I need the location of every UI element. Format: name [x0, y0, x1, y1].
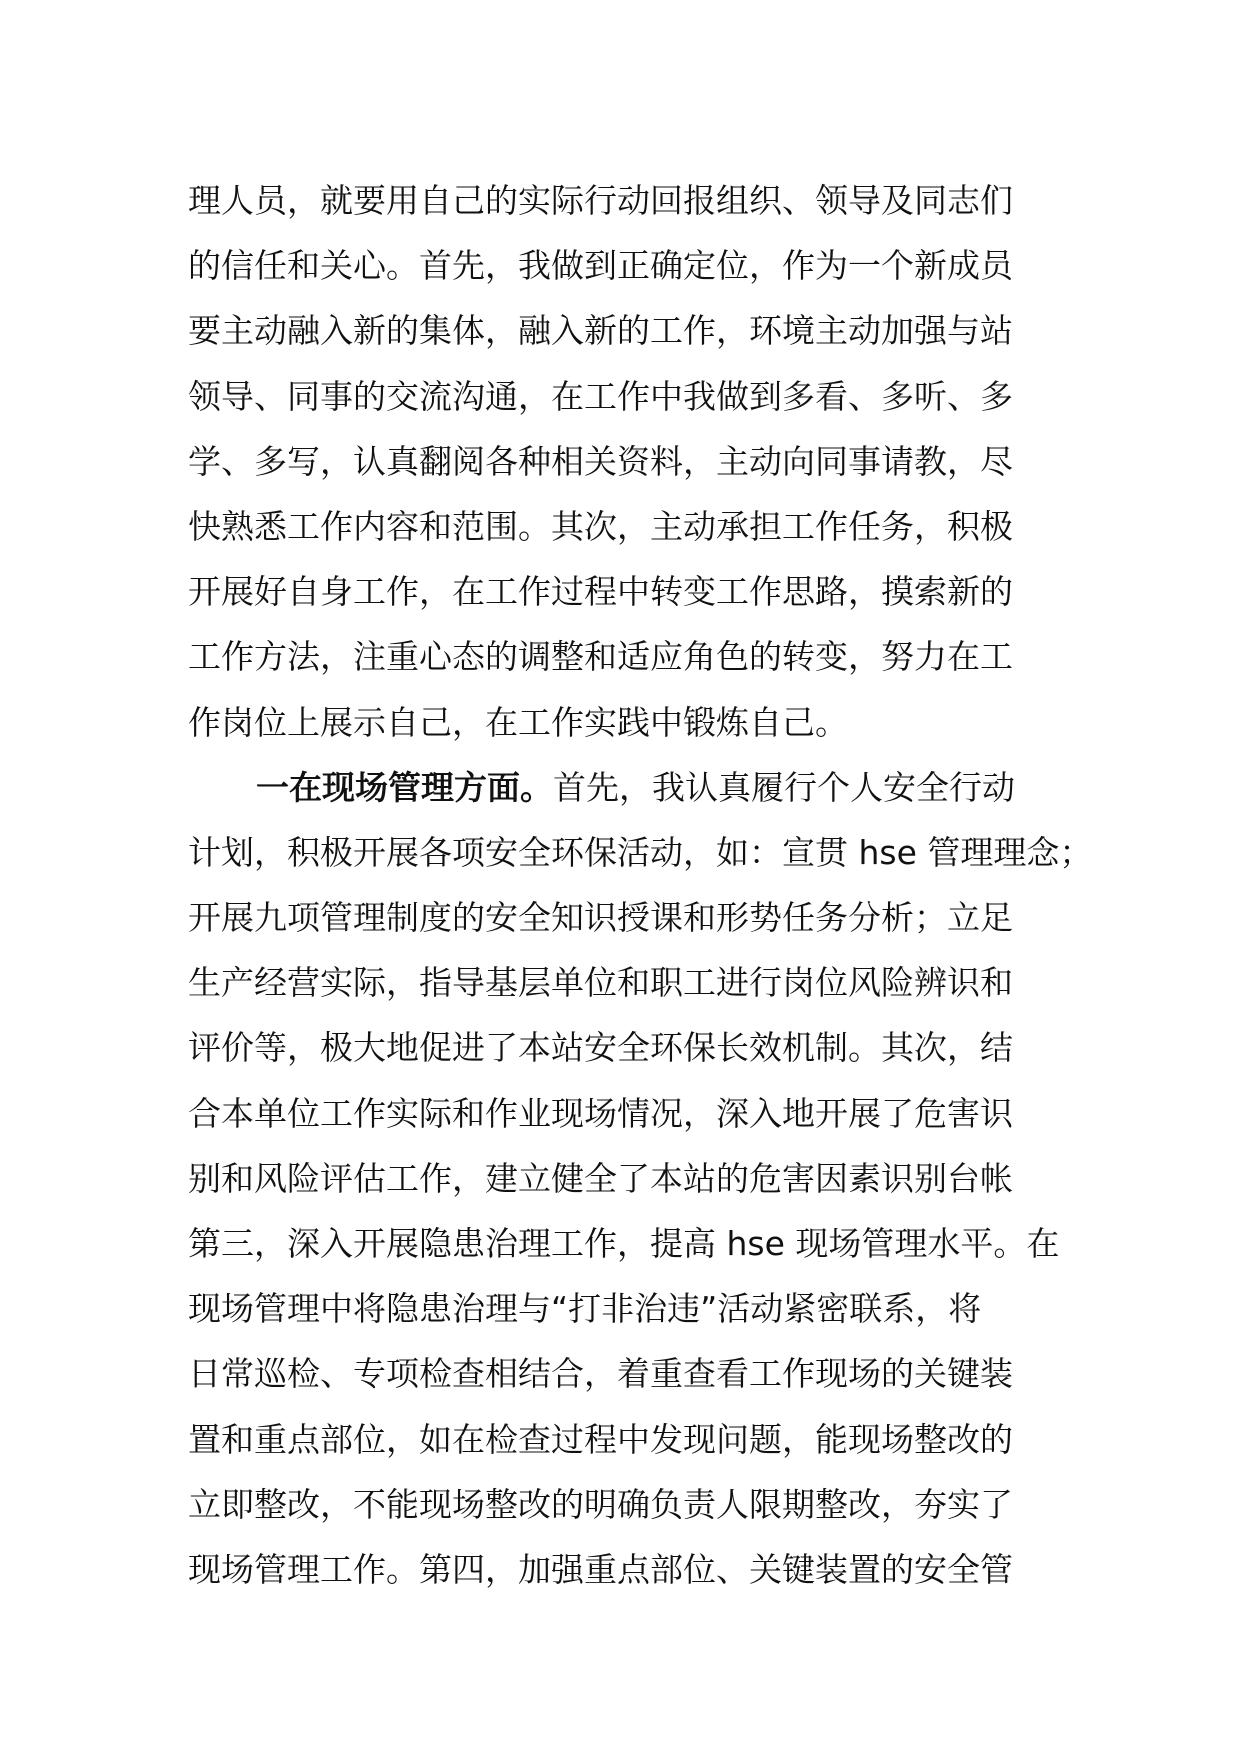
text-line: 日常巡检、专项检查相结合，着重查看工作现场的关键装	[188, 1354, 1013, 1394]
text-line: 领导、同事的交流沟通，在工作中我做到多看、多听、多	[188, 376, 1013, 416]
text-line: 置和重点部位，如在检查过程中发现问题，能现场整改的	[188, 1419, 1013, 1459]
paragraph-2	[188, 755, 1093, 1602]
text-line: 计划，积极开展各项安全环保活动，如：宣贯 hse 管理理念；	[188, 832, 1093, 872]
text-line: 合本单位工作实际和作业现场情况，深入地开展了危害识	[188, 1093, 1013, 1133]
paragraph-1	[188, 168, 1088, 755]
text-line: 作岗位上展示自己，在工作实践中锻炼自己。	[188, 702, 848, 742]
text-line: 要主动融入新的集体，融入新的工作，环境主动加强与站	[188, 311, 1013, 351]
text-line: 生产经营实际，指导基层单位和职工进行岗位风险辨识和	[188, 963, 1013, 1003]
text-line: 开展好自身工作，在工作过程中转变工作思路，摸索新的	[188, 572, 1013, 612]
text-line: 别和风险评估工作，建立健全了本站的危害因素识别台帐	[188, 1158, 1013, 1198]
heading-continuation: 首先，我认真履行个人安全行动	[553, 767, 1015, 807]
text-line: 学、多写，认真翻阅各种相关资料，主动向同事请教，尽	[188, 441, 1013, 481]
text-line: 快熟悉工作内容和范围。其次，主动承担工作任务，积极	[188, 506, 1013, 546]
body-text	[188, 168, 1093, 1602]
text-line: 开展九项管理制度的安全知识授课和形势任务分析；立足	[188, 898, 1013, 938]
text-line: 立即整改，不能现场整改的明确负责人限期整改，夯实了	[188, 1484, 1013, 1524]
text-line: 工作方法，注重心态的调整和适应角色的转变，努力在工	[188, 637, 1013, 677]
text-line: 第三，深入开展隐患治理工作，提高 hse 现场管理水平。在	[188, 1224, 1060, 1263]
text-line: 评价等，极大地促进了本站安全环保长效机制。其次，结	[188, 1028, 1013, 1068]
text-line: 理人员，就要用自己的实际行动回报组织、领导及同志们	[188, 181, 1013, 220]
text-line: 现场管理工作。第四，加强重点部位、关键装置的安全管	[188, 1549, 1013, 1589]
text-line: 的信任和关心。首先，我做到正确定位，作为一个新成员	[188, 246, 1013, 286]
section-heading: 一在现场管理方面。	[256, 767, 553, 807]
text-line-first	[188, 755, 1088, 820]
text-line: 现场管理中将隐患治理与“打非治违”活动紧密联系，将	[188, 1289, 982, 1329]
